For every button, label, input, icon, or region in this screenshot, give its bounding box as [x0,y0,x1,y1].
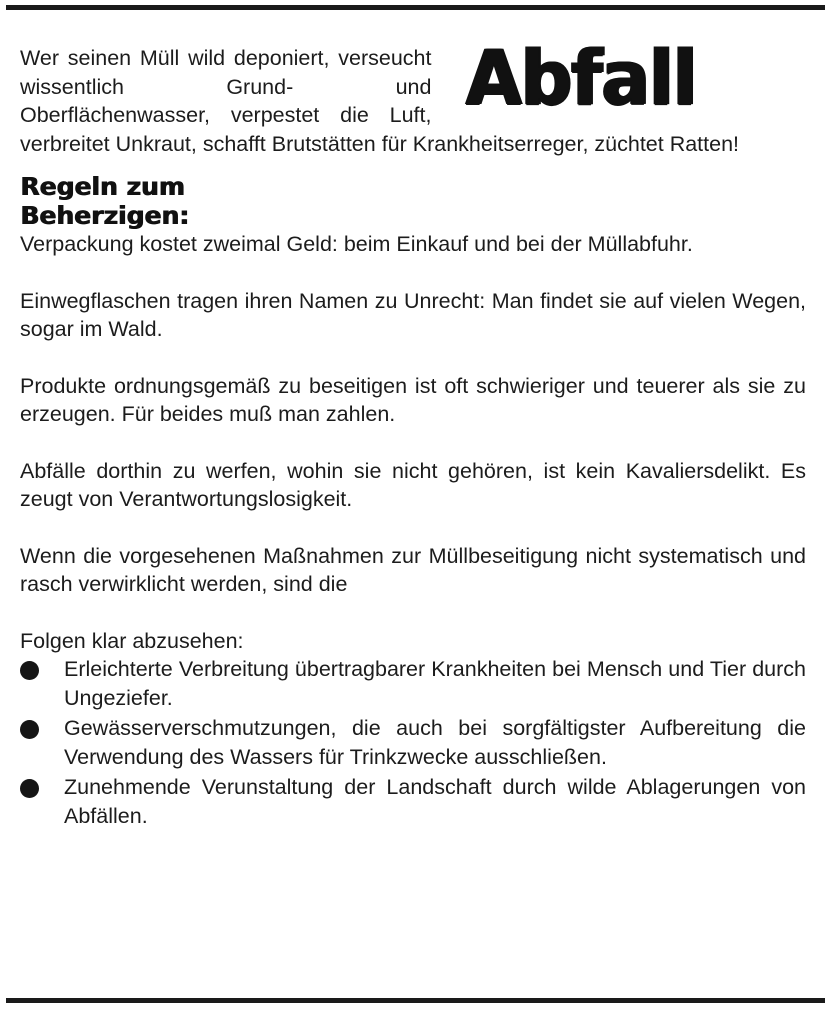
rules-heading [20,172,806,230]
bullet-icon [20,661,39,680]
rule-paragraph: Abfälle dorthin zu werfen, wohin sie nicht gehören, ist kein Kavaliersdelikt. Es zeugt von Verantwortungslosigkeit. [20,458,806,511]
list-item-text: Gewässerverschmutzungen, die auch bei sorgfältigster Aufbereitung die Verwendung des Wassers für Trinkzwecke ausschließen. [64,716,806,769]
bottom-rule [6,998,825,1003]
consequences-intro: Folgen klar abzusehen: [20,628,244,653]
list-item [20,773,806,830]
bullet-icon [20,720,39,739]
rule-paragraph: Wenn die vorgesehenen Maßnahmen zur Müllbeseitigung nicht systematisch und rasch verwirklicht werden, sind die [20,543,806,596]
consequences-list [20,655,806,830]
list-item [20,714,806,771]
intro-paragraph [20,33,806,158]
rule-paragraph: Produkte ordnungsgemäß zu beseitigen ist oft schwieriger und teuerer als sie zu erzeugen. Für beides muß man zahlen. [20,373,806,426]
list-item-text: Zunehmende Verunstaltung der Landschaft durch wilde Ablagerungen von Abfällen. [64,775,806,828]
bullet-icon [20,779,39,798]
rules-heading-line-2: Beherzigen: [20,201,189,230]
article [20,33,806,832]
rules-heading-line-1: Regeln zum [20,172,185,201]
list-item [20,655,806,712]
rule-paragraph: Verpackung kostet zweimal Geld: beim Einkauf und bei der Müllabfuhr. [20,232,693,256]
article-title: Abfall [465,33,696,122]
top-rule [6,5,825,10]
intro-text: Wer seinen Müll wild deponiert, verseucht wissentlich Grund- und Oberflächenwasser, verpestet die Luft, verbreitet Unkraut, schafft Brutstätten für Krankheitserreger, züchtet Ratten! [20,46,740,156]
rule-paragraph: Einwegflaschen tragen ihren Namen zu Unrecht: Man findet sie auf vielen Wegen, sogar im Wald. [20,288,806,341]
list-item-text: Erleichterte Verbreitung übertragbarer Krankheiten bei Mensch und Tier durch Ungeziefer. [64,657,806,710]
